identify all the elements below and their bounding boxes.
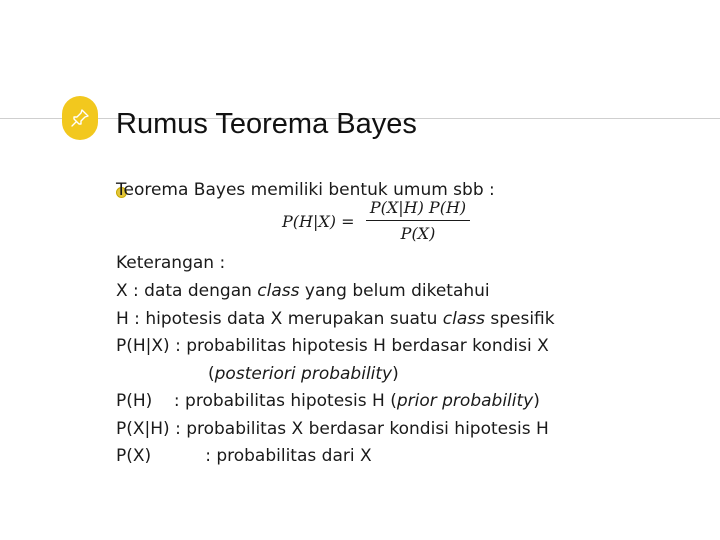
pushpin-icon: [70, 108, 90, 128]
formula-fraction: [366, 198, 470, 243]
formula-numerator: P(X|H) P(H): [369, 198, 467, 217]
pushpin-badge: [62, 96, 98, 140]
definition-line: P(H) : probabilitas hipotesis H (prior probability): [116, 391, 540, 411]
slide-title: Rumus Teorema Bayes: [116, 108, 417, 140]
formula-denominator: P(X): [400, 224, 436, 243]
definition-line: H : hipotesis data X merupakan suatu class spesifik: [116, 309, 555, 329]
keterangan-label: Keterangan :: [116, 253, 226, 273]
definition-line: P(X) : probabilitas dari X: [116, 446, 372, 466]
fraction-bar: [366, 220, 470, 221]
intro-text: Teorema Bayes memiliki bentuk umum sbb :: [116, 180, 495, 200]
formula-lhs: P(H|X) =: [282, 212, 355, 231]
definition-line: P(X|H) : probabilitas X berdasar kondisi hipotesis H: [116, 419, 549, 439]
definition-line: P(H|X) : probabilitas hipotesis H berdasar kondisi X: [116, 336, 549, 356]
definition-line: (posteriori probability): [208, 364, 399, 384]
definition-line: X : data dengan class yang belum diketahui: [116, 281, 490, 301]
